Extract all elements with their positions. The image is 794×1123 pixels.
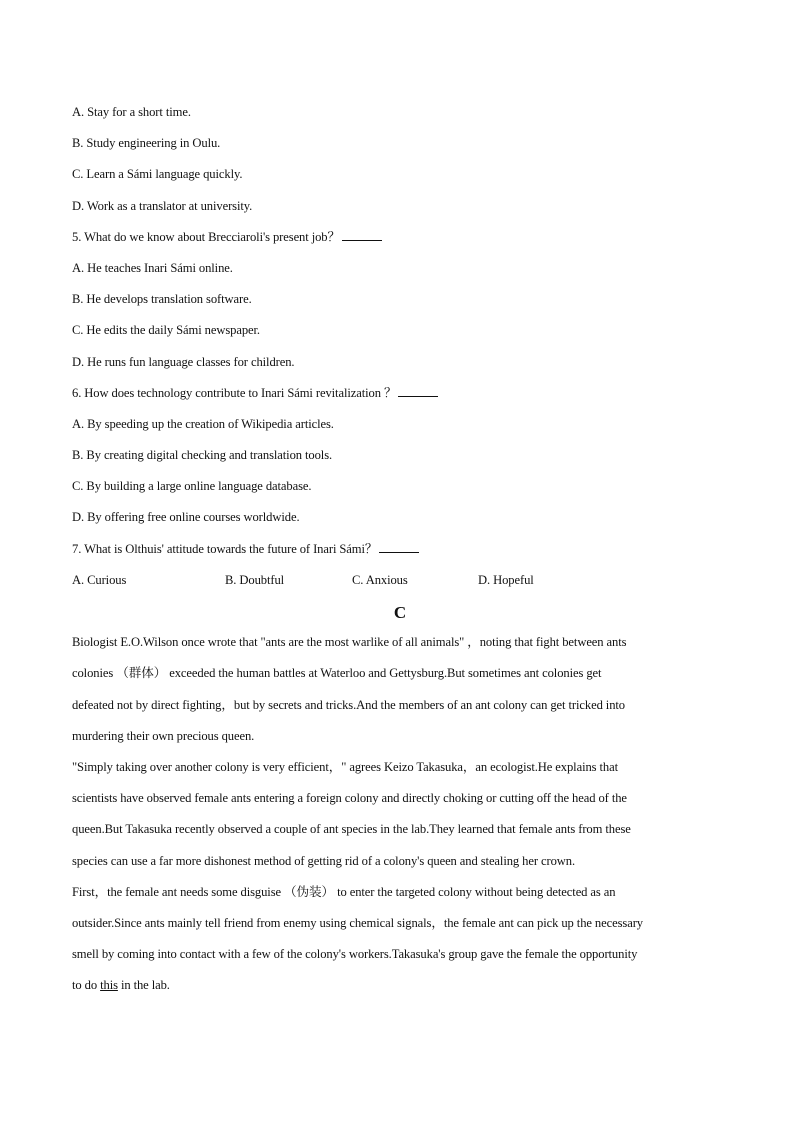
q6-option-a: A. By speeding up the creation of Wikipedia articles. bbox=[72, 416, 334, 431]
document-page bbox=[72, 102, 732, 1006]
passage-line: Biologist E.O.Wilson once wrote that "ants are the most warlike of all animals" ，noting that fight between ants bbox=[72, 635, 627, 650]
q5-option-a: A. He teaches Inari Sámi online. bbox=[72, 260, 233, 275]
passage-line: queen.But Takasuka recently observed a couple of ant species in the lab.They learned that female ants from these bbox=[72, 822, 631, 837]
passage-line: smell by coming into contact with a few of the colony's workers.Takasuka's group gave the female the opportunity bbox=[72, 947, 638, 962]
q6-option-b: B. By creating digital checking and translation tools. bbox=[72, 448, 333, 463]
q7-option-d: D. Hopeful bbox=[478, 572, 534, 587]
passage-line: scientists have observed female ants entering a foreign colony and directly choking or cutting off the head of the bbox=[72, 791, 627, 806]
passage-line: outsider.Since ants mainly tell friend from enemy using chemical signals，the female ant can pick up the necessary bbox=[72, 915, 643, 930]
passage-last-line-start: to do bbox=[72, 978, 101, 993]
q7-option-c: C. Anxious bbox=[352, 572, 408, 587]
passage-line: First，the female ant needs some disguise （伪装） to enter the targeted colony without being detected as an bbox=[72, 884, 616, 899]
q6-option-c: C. By building a large online language database. bbox=[72, 479, 312, 494]
q7-stem: 7. What is Olthuis' attitude towards the future of Inari Sámi？ bbox=[72, 541, 378, 556]
section-c-passage bbox=[72, 632, 732, 1006]
q7-stem-line bbox=[72, 539, 732, 570]
passage-line: "Simply taking over another colony is very efficient，" agrees Keizo Takasuka，an ecologist.He explains that bbox=[72, 759, 619, 774]
q5-stem: 5. What do we know about Brecciaroli's present job？ bbox=[72, 229, 340, 244]
q6-stem: 6. How does technology contribute to Inari Sámi revitalization ？ bbox=[72, 385, 397, 400]
q5-stem-line bbox=[72, 227, 732, 258]
q7-option-b: B. Doubtful bbox=[225, 572, 285, 587]
q5-answer-blank bbox=[342, 228, 382, 241]
underlined-word-this: this bbox=[100, 978, 118, 993]
q4-option-d: D. Work as a translator at university. bbox=[72, 198, 253, 213]
q4-option-b: B. Study engineering in Oulu. bbox=[72, 136, 221, 151]
passage-last-line bbox=[72, 975, 732, 1006]
passage-last-line-end: in the lab. bbox=[117, 978, 170, 993]
q6-option-d: D. By offering free online courses worldwide. bbox=[72, 510, 300, 525]
passage-line: species can use a far more dishonest method of getting rid of a colony's queen and stealing her crown. bbox=[72, 853, 576, 868]
q5-option-d: D. He runs fun language classes for children. bbox=[72, 354, 295, 369]
q7-answer-blank bbox=[379, 540, 419, 553]
q4-option-a: A. Stay for a short time. bbox=[72, 105, 191, 119]
q7-options-row bbox=[72, 570, 732, 601]
passage-line: defeated not by direct fighting，but by secrets and tricks.And the members of an ant colony can get tricked into bbox=[72, 697, 626, 712]
q6-stem-line bbox=[72, 383, 732, 414]
q7-option-a: A. Curious bbox=[72, 572, 127, 587]
q5-option-b: B. He develops translation software. bbox=[72, 292, 252, 307]
q4-option-c: C. Learn a Sámi language quickly. bbox=[72, 167, 243, 182]
passage-line: murdering their own precious queen. bbox=[72, 728, 255, 743]
passage-line: colonies （群体） exceeded the human battles at Waterloo and Gettysburg.But sometimes ant colonies get bbox=[72, 666, 602, 681]
section-c-heading: C bbox=[393, 603, 407, 622]
q6-answer-blank bbox=[398, 384, 438, 397]
q5-option-c: C. He edits the daily Sámi newspaper. bbox=[72, 323, 260, 338]
